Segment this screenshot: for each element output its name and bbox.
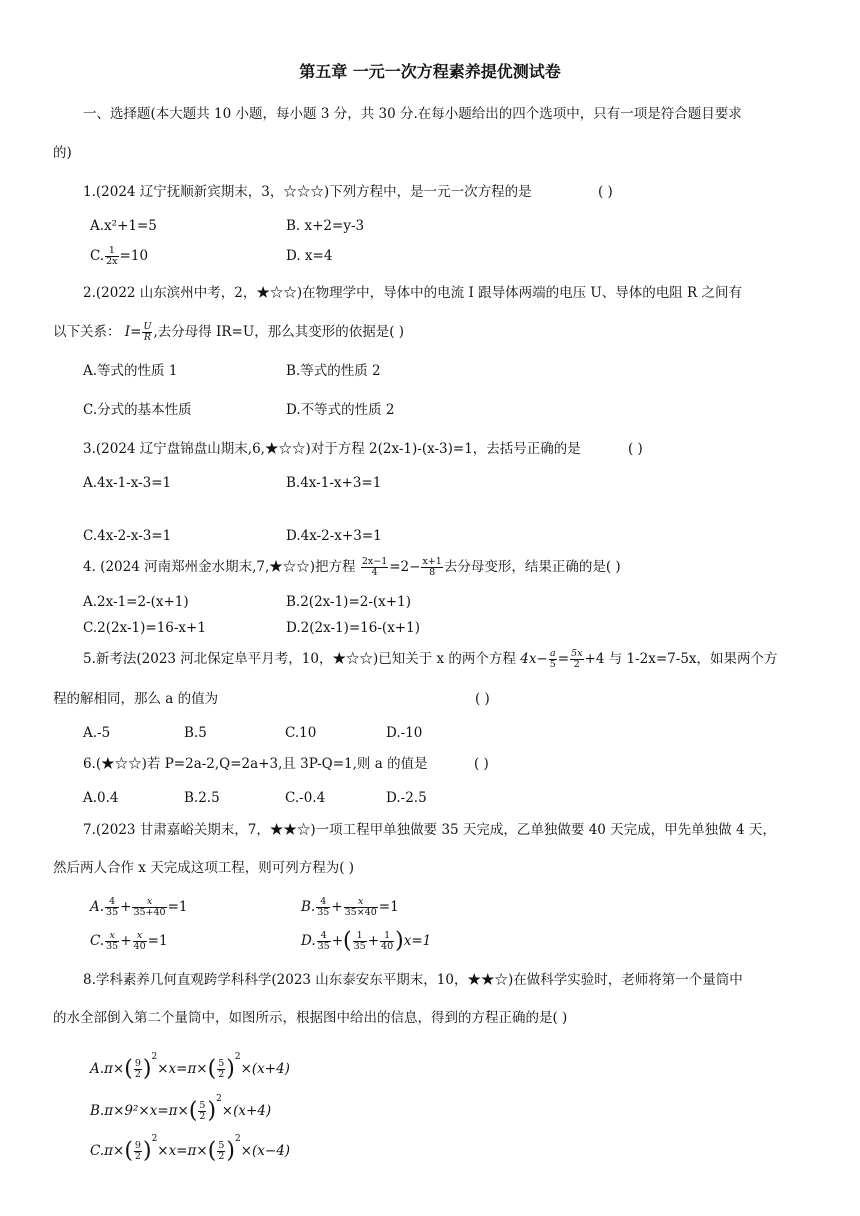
fraction: $\frac{1}{2x}$ <box>106 245 118 267</box>
left-paren: ( <box>207 1056 217 1082</box>
left-paren: ( <box>124 1056 133 1082</box>
left-paren: ( <box>124 1138 133 1164</box>
question-2-stem-line2 <box>53 319 404 345</box>
fraction: $\frac{5}{2}$ <box>199 1100 206 1122</box>
fraction: $\frac{x}{40}$ <box>133 930 146 952</box>
question-4-stem <box>83 554 621 580</box>
question-7-stem-line2: 然后两人合作 x 天完成这项工程，则可列方程为( ) <box>53 860 355 876</box>
question-2-option-c[interactable]: C.分式的基本性质 <box>83 402 192 418</box>
question-2-option-a[interactable]: A.等式的性质 1 <box>83 363 178 379</box>
question-1-option-a[interactable]: A.x²+1=5 <box>90 218 157 234</box>
math-end: ×(x−4) <box>240 1143 291 1159</box>
exponent: 2 <box>234 1134 241 1144</box>
question-4-option-c[interactable]: C.2(2x-1)=16-x+1 <box>83 620 206 636</box>
stem-math: 4x− <box>520 651 548 667</box>
math-end: ×(x+4) <box>221 1103 272 1119</box>
question-1-stem: 1.(2024 辽宁抚顺新宾期末，3，☆☆☆)下列方程中，是一元一次方程的是 <box>83 184 532 200</box>
right-paren: ) <box>395 928 404 954</box>
stem-math: +4 <box>584 651 605 667</box>
section-heading: 一、选择题(本大题共 10 小题，每小题 3 分，共 30 分.在每小题给出的四个选项中，只有一项是符合题目要求 <box>83 106 742 122</box>
page-title: 第五章 一元一次方程素养提优测试卷 <box>299 62 561 81</box>
right-paren: ) <box>142 1056 152 1082</box>
question-7-stem-line1: 7.(2023 甘肃嘉峪关期末，7，★★☆)一项工程甲单独做要 35 天完成，乙单独做要 40 天完成，甲先单独做 4 天， <box>83 822 776 838</box>
option-label: D. <box>301 933 316 949</box>
question-7-option-c[interactable] <box>90 928 168 954</box>
right-paren: ) <box>226 1056 235 1082</box>
question-6-option-a[interactable]: A.0.4 <box>83 790 119 806</box>
question-8-option-c[interactable] <box>90 1122 290 1169</box>
fraction: $\frac{9}{2}$ <box>134 1140 141 1162</box>
left-paren: ( <box>343 928 352 954</box>
question-4-option-d[interactable]: D.2(2x-1)=16-(x+1) <box>286 620 420 636</box>
fraction: $\frac{4}{35}$ <box>317 896 330 918</box>
option-rest: =10 <box>119 248 149 264</box>
exponent: 2 <box>151 1052 158 1062</box>
question-1-option-b[interactable]: B. x+2=y-3 <box>286 218 365 234</box>
math-end: ×(x+4) <box>240 1061 290 1077</box>
op: + <box>367 933 380 949</box>
op: + <box>120 899 132 915</box>
formula-lhs: I= <box>124 324 142 340</box>
question-3-option-d[interactable]: D.4x-2-x+3=1 <box>286 528 382 544</box>
stem-text: ,去分母得 IR=U，那么其变形的依据是( ) <box>153 324 405 340</box>
question-5-option-a[interactable]: A.-5 <box>83 725 111 741</box>
op: + <box>120 933 132 949</box>
fraction: $\frac{4}{35}$ <box>317 930 330 952</box>
fraction: $\frac{5x}{2}$ <box>571 648 583 670</box>
option-label: B.π×9²×x=π× <box>90 1103 189 1119</box>
question-5-stem-line2: 程的解相同，那么 a 的值为 <box>53 691 219 707</box>
question-6-blank: ( ) <box>474 756 489 772</box>
question-6-option-d[interactable]: D.-2.5 <box>386 790 427 806</box>
option-label: C. <box>90 248 105 264</box>
stem-text: 4. (2024 河南郑州金水期末,7,★☆☆)把方程 <box>83 559 356 575</box>
question-6-option-b[interactable]: B.2.5 <box>184 790 220 806</box>
rhs: =1 <box>378 899 399 915</box>
op: + <box>331 899 343 915</box>
option-label: A. <box>90 899 105 915</box>
option-label: A.π× <box>90 1061 125 1077</box>
stem-math: = <box>557 651 570 667</box>
stem-text: 以下关系： <box>53 324 121 340</box>
op: + <box>331 933 344 949</box>
stem-math: =2− <box>389 559 421 575</box>
math-mid: ×x=π× <box>157 1061 208 1077</box>
question-6-stem: 6.(★☆☆)若 P=2a-2,Q=2a+3,且 3P-Q=1,则 a 的值是 <box>83 756 428 772</box>
question-3-option-a[interactable]: A.4x-1-x-3=1 <box>83 475 172 491</box>
rhs: x=1 <box>403 933 432 949</box>
rhs: =1 <box>167 899 188 915</box>
fraction: $\frac{x+1}{8}$ <box>422 556 442 578</box>
math-mid: ×x=π× <box>157 1143 208 1159</box>
question-1-option-d[interactable]: D. x=4 <box>286 248 333 264</box>
exponent: 2 <box>216 1094 222 1104</box>
question-8-stem-line2: 的水全部倒入第二个量筒中，如图所示，根据图中给出的信息，得到的方程正确的是( ) <box>53 1010 568 1026</box>
fraction: $\frac{5}{2}$ <box>218 1058 225 1080</box>
question-3-option-c[interactable]: C.4x-2-x-3=1 <box>83 528 172 544</box>
question-7-option-b[interactable] <box>301 894 399 920</box>
question-5-option-b[interactable]: B.5 <box>184 725 207 741</box>
fraction: $\frac{2x-1}{4}$ <box>361 556 388 578</box>
question-7-option-d[interactable] <box>301 926 431 957</box>
exponent: 2 <box>151 1134 158 1144</box>
option-label: B. <box>301 899 316 915</box>
fraction: $\frac{5}{2}$ <box>218 1140 225 1162</box>
question-6-option-c[interactable]: C.-0.4 <box>285 790 326 806</box>
fraction: $\frac{a}{5}$ <box>549 648 556 670</box>
option-label: C. <box>90 933 105 949</box>
question-2-option-d[interactable]: D.不等式的性质 2 <box>286 402 395 418</box>
question-4-option-a[interactable]: A.2x-1=2-(x+1) <box>83 594 189 610</box>
question-1-option-c[interactable] <box>90 243 148 269</box>
exponent: 2 <box>234 1052 241 1062</box>
question-8-stem-line1: 8.学科素养几何直观跨学科科学(2023 山东泰安东平期末，10，★★☆)在做科学实验时，老师将第一个量筒中 <box>83 972 743 988</box>
question-3-blank: ( ) <box>628 441 643 457</box>
fraction: $\frac{1}{35}$ <box>353 930 366 952</box>
fraction: $\frac{x}{35}$ <box>106 930 119 952</box>
stem-text: 去分母变形，结果正确的是( ) <box>443 559 621 575</box>
question-5-blank: ( ) <box>475 691 490 707</box>
question-4-option-b[interactable]: B.2(2x-1)=2-(x+1) <box>286 594 411 610</box>
fraction: $\frac{U}{R}$ <box>143 321 152 343</box>
fraction: $\frac{9}{2}$ <box>134 1058 141 1080</box>
question-7-option-a[interactable] <box>90 894 188 920</box>
question-2-option-b[interactable]: B.等式的性质 2 <box>286 363 381 379</box>
stem-text: 5.新考法(2023 河北保定阜平月考，10，★☆☆)已知关于 x 的两个方程 <box>83 651 516 667</box>
question-5-option-c[interactable]: C.10 <box>285 725 317 741</box>
fraction: $\frac{1}{40}$ <box>381 930 394 952</box>
rhs: =1 <box>147 933 168 949</box>
stem-text: 与 1-2x=7-5x，如果两个方 <box>608 651 778 667</box>
question-2-stem-line1: 2.(2022 山东滨州中考，2，★☆☆)在物理学中，导体中的电流 I 跟导体两端的电压 U、导体的电阻 R 之间有 <box>83 285 742 301</box>
right-paren: ) <box>142 1138 152 1164</box>
question-3-option-b[interactable]: B.4x-1-x+3=1 <box>286 475 382 491</box>
right-paren: ) <box>226 1138 235 1164</box>
question-1-blank: ( ) <box>598 184 613 200</box>
section-heading-cont: 的) <box>53 145 72 161</box>
fraction: $\frac{4}{35}$ <box>106 896 119 918</box>
fraction: $\frac{x}{35+40}$ <box>133 896 166 918</box>
option-label: C.π× <box>90 1143 125 1159</box>
question-5-stem-line1 <box>83 646 778 672</box>
question-8-option-a[interactable] <box>90 1040 290 1087</box>
right-paren: ) <box>207 1098 217 1124</box>
question-3-stem: 3.(2024 辽宁盘锦盘山期末,6,★☆☆)对于方程 2(2x-1)-(x-3)=1，去括号正确的是 <box>83 441 581 457</box>
fraction: $\frac{x}{35\times 40}$ <box>344 896 377 918</box>
question-5-option-d[interactable]: D.-10 <box>386 725 423 741</box>
left-paren: ( <box>188 1098 198 1124</box>
left-paren: ( <box>207 1138 217 1164</box>
